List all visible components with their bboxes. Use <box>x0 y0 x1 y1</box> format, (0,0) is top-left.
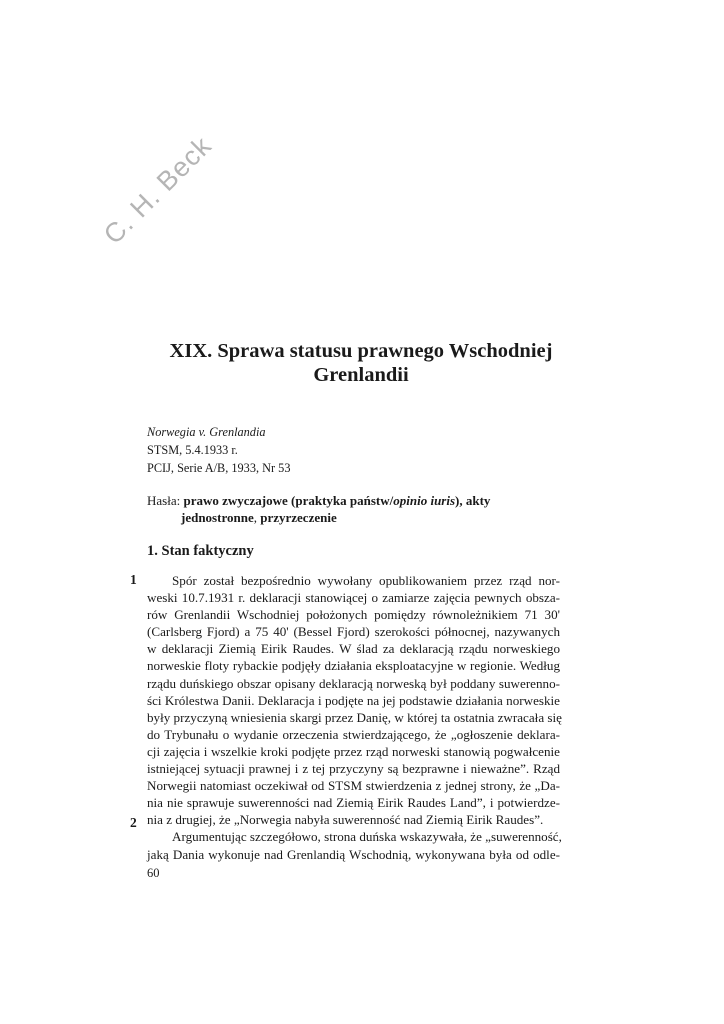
text-line: nia nie sprawuje suwerenności nad Ziemią Eirik Raudes Land”, i potwierdze- <box>147 795 560 811</box>
text-line: ści Królestwa Danii. Deklaracja i podjęte na jej podstawie działania norweskie <box>147 692 560 708</box>
paragraph-1 <box>147 572 560 828</box>
text-line: Norwegii natomiast oczekiwał od STSM stwierdzenia z jednej strony, że „Da- <box>147 778 560 794</box>
case-citation: PCIJ, Serie A/B, 1933, Nr 53 <box>147 461 291 475</box>
chapter-title <box>146 339 576 387</box>
page-number: 60 <box>147 866 160 880</box>
keywords-line-2 <box>147 509 567 526</box>
case-metadata <box>147 423 290 477</box>
keywords-label: Hasła: <box>147 493 181 508</box>
text-line: (Carlsberg Fjord) a 75 40' (Bessel Fjord) szerokości północnej, nazywanych <box>147 624 560 640</box>
text-line: rządu duńskiego obszar opisany deklaracją norweską był poddany suwerenno- <box>147 675 560 691</box>
case-name: Norwegia v. Grenlandia <box>147 425 266 439</box>
section-heading: 1. Stan faktyczny <box>147 543 254 559</box>
text-line: cji zajęcia i wszelkie kroki podjęte przez rząd norweski stanowią pogwałcenie <box>147 743 560 759</box>
keyword-customary-law: prawo zwyczajowe (praktyka państw/ <box>183 493 394 508</box>
paragraph-2 <box>147 828 560 862</box>
keyword-acts: ), akty <box>455 493 491 508</box>
keywords <box>147 492 567 526</box>
text-line: Argumentując szczegółowo, strona duńska wskazywała, że „suwerenność, <box>172 829 562 845</box>
text-line: jaką Dania wykonuje nad Grenlandią Wschodnią, wykonywana była od odle- <box>147 846 560 862</box>
text-line: nia z drugiej, że „Norwegia nabyła suwerenność nad Ziemią Eirik Raudes”. <box>147 812 544 828</box>
chapter-title-line-1: XIX. Sprawa statusu prawnego Wschodniej <box>169 340 553 362</box>
watermark-publisher: C. H. Beck <box>97 130 218 250</box>
keyword-separator: , <box>253 510 261 525</box>
keyword-opinio-iuris: opinio iuris <box>393 493 456 508</box>
case-court-date: STSM, 5.4.1933 r. <box>147 443 238 457</box>
paragraph-number-1: 1 <box>130 572 137 587</box>
text-line: Spór został bezpośrednio wywołany opublikowaniem przez rząd nor- <box>172 573 560 588</box>
keywords-line-1 <box>147 492 567 509</box>
text-line: w deklaracji Ziemią Eirik Raudes. W ślad za deklaracją rządu norweskiego <box>147 641 560 657</box>
text-line: rów Grenlandii Wschodniej położonych pomiędzy równoleżnikiem 71 30' <box>147 607 560 623</box>
chapter-title-line-2: Grenlandii <box>313 364 409 386</box>
text-line: norweskie floty rybackie podjęły działania eksploatacyjne w regionie. Według <box>147 658 560 674</box>
keyword-promise: przyrzeczenie <box>260 510 337 525</box>
text-line: były przyczyną wniesienia skargi przez Danię, w której ta ostatnia zwracała się <box>147 709 562 725</box>
body-text <box>147 572 560 863</box>
text-line: do Trybunału o wydanie orzeczenia stwierdzającego, że „ogłoszenie deklara- <box>147 726 560 742</box>
paragraph-number-2: 2 <box>130 815 137 830</box>
keyword-unilateral: jednostronne <box>181 510 254 525</box>
text-line: istniejącej sytuacji prawnej i z tej przyczyny są bezprawne i nieważne”. Rząd <box>147 761 560 777</box>
text-line: weski 10.7.1931 r. deklaracji stanowiącej o zamiarze zajęcia pewnych obsza- <box>147 590 560 606</box>
